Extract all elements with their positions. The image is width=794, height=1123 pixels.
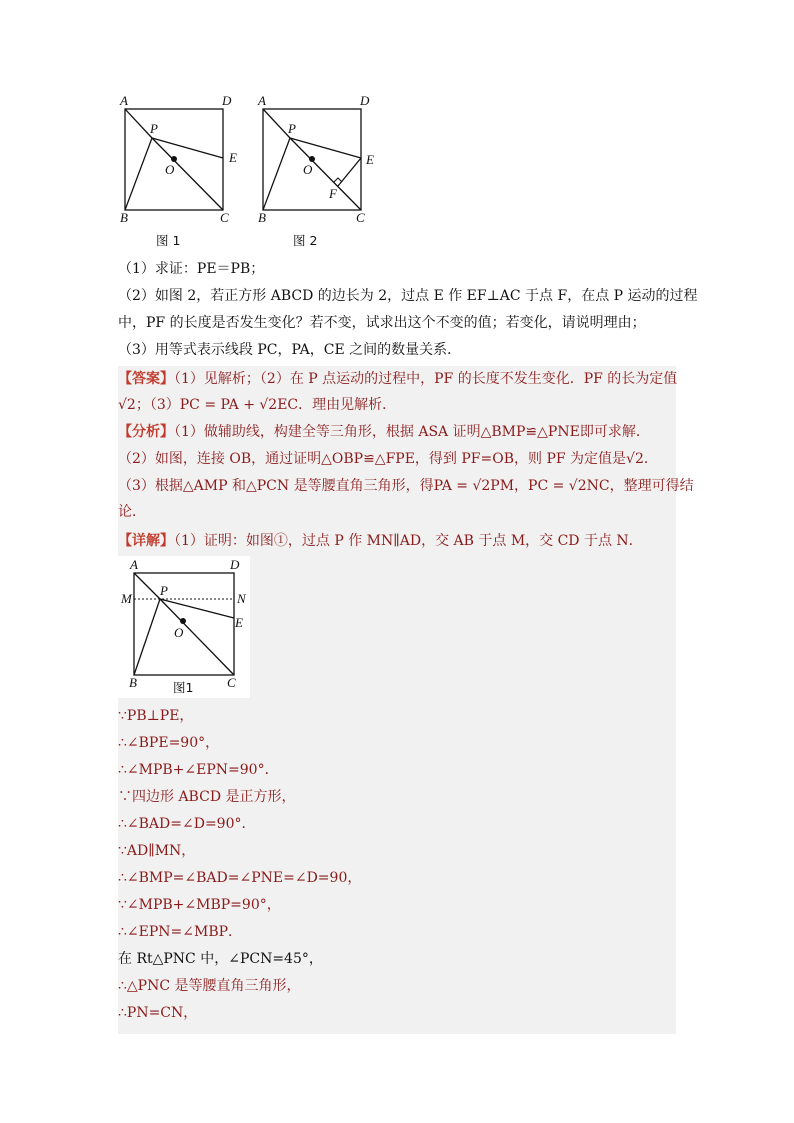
detail-line-1: [118, 530, 688, 552]
detail-step: ∵四边形 ABCD 是正方形，: [118, 789, 296, 805]
figure-2: [250, 92, 390, 252]
label-a: A: [120, 93, 128, 108]
detail-step: ∵AD∥MN，: [118, 843, 196, 859]
label-o: O: [174, 625, 184, 640]
analysis-tag: 【分析】: [118, 424, 174, 440]
question-3: （3）用等式表示线段 PC，PA，CE 之间的数量关系．: [118, 342, 462, 358]
label-e: E: [229, 150, 237, 165]
detail-step: ∴∠EPN=∠MBP．: [118, 924, 243, 940]
detail-tag: 【详解】: [118, 533, 174, 549]
question-2-line-1: （2）如图 2，若正方形 ABCD 的边长为 2，过点 E 作 EF⊥AC 于点 F，在点 P 运动的过程: [118, 288, 698, 304]
figure-1: [112, 92, 242, 252]
detail-step: ∴∠BPE=90°，: [118, 735, 220, 751]
figure-3-caption: 图1: [173, 680, 194, 695]
label-b: B: [120, 210, 128, 225]
detail-text-1: （1）证明：如图①，过点 P 作 MN∥AD，交 AB 于点 M，交 CD 于点 N．: [174, 533, 643, 549]
analysis-text-1: （1）做辅助线，构建全等三角形，根据 ASA 证明△BMP≌△PNE即可求解．: [174, 424, 650, 440]
label-c: C: [227, 675, 236, 690]
label-c: C: [220, 210, 229, 225]
label-n: N: [237, 591, 246, 606]
label-o: O: [303, 162, 313, 177]
answer-line-1: [118, 368, 688, 390]
label-f: F: [329, 186, 337, 201]
detail-step: ∴∠BMP=∠BAD=∠PNE=∠D=90，: [118, 870, 362, 886]
figure-1-caption: 图 1: [156, 233, 181, 248]
answer-line-2: √2；（3）PC = PA + √2EC．理由见解析．: [118, 397, 397, 413]
detail-step: ∵PB⊥PE，: [118, 708, 194, 724]
label-p: P: [288, 121, 296, 136]
label-o: O: [165, 162, 175, 177]
detail-step: ∴∠BAD=∠D=90°．: [118, 816, 256, 832]
answer-tag: 【答案】: [118, 371, 174, 387]
question-2-line-2: 中，PF 的长度是否发生变化？若不变，试求出这个不变的值；若变化，请说明理由；: [118, 315, 646, 331]
figure-3: [118, 556, 250, 698]
detail-step: ∴PN=CN，: [118, 1005, 198, 1021]
analysis-line-4: 论．: [118, 504, 146, 520]
figure-2-caption: 图 2: [293, 233, 318, 248]
label-d: D: [230, 557, 240, 572]
label-a: A: [130, 557, 138, 572]
label-c: C: [356, 210, 365, 225]
label-b: B: [129, 675, 137, 690]
label-b: B: [258, 210, 266, 225]
label-e: E: [235, 615, 243, 630]
analysis-line-2: （2）如图，连接 OB，通过证明△OBP≌△FPE，得到 PF=OB，则 PF 为定值是√2．: [118, 451, 658, 467]
label-e: E: [366, 152, 374, 167]
analysis-line-3: （3）根据△AMP 和△PCN 是等腰直角三角形，得PA = √2PM，PC = √2NC，整理可得结: [118, 478, 694, 494]
label-p: P: [160, 583, 168, 598]
answer-text-1: （1）见解析；（2）在 P 点运动的过程中，PF 的长度不发生变化．PF 的长为定值: [174, 371, 678, 387]
detail-step: ∴△PNC 是等腰直角三角形，: [118, 978, 301, 994]
label-a: A: [258, 93, 266, 108]
analysis-line-1: [118, 421, 688, 443]
detail-step: ∴∠MPB+∠EPN=90°．: [118, 762, 279, 778]
label-p: P: [150, 121, 158, 136]
question-1: （1）求证：PE＝PB；: [118, 261, 265, 277]
detail-step: 在 Rt△PNC 中，∠PCN=45°，: [118, 951, 323, 967]
label-d: D: [222, 93, 232, 108]
label-d: D: [360, 93, 370, 108]
detail-step: ∵∠MPB+∠MBP=90°，: [118, 897, 281, 913]
label-m: M: [121, 591, 132, 606]
